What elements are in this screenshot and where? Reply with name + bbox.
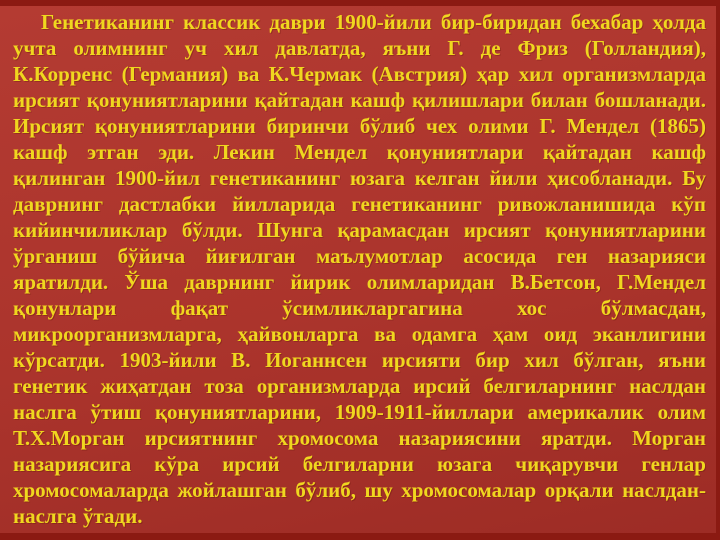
slide-paragraph: Генетиканинг классик даври 1900-йили бир-биридан бехабар ҳолда учта олимнинг уч хил давлатда, яъни Г. де Фриз (Голландия), К.Корренс (Германия) ва К.Чермак (Австрия) ҳар хил организмларда ирсият қонуниятларини қайтадан кашф қилишлари билан бошланади. Ирсият қонуниятларини биринчи бўлиб чех олими Г. Мендел (1865) кашф этган эди. Лекин Мендел қонуниятлари қайтадан кашф қилинган 1900-йил генетиканинг юзага келган йили ҳисобланади. Бу даврнинг дастлабки йилларида генетиканинг ривожланишида кўп кийинчиликлар бўлди. Шунга қарамасдан ирсият қонуниятларини ўрганиш бўйича йиғилган маълумотлар асосида ген назарияси яратилди. Ўша даврнинг йирик олимларидан В.Бетсон, Г.Мендел қонунлари фақат ўсимликларгагина хос бўлмасдан, микроорганизмларга, ҳайвонларга ва одамга ҳам оид эканлигини кўрсатди. 1903-йили В. Иоганнсен ирсияти бир хил бўлган, яъни генетик жиҳатдан тоза организмларда ирсий белгиларнинг наслдан наслга ўтиш қонуниятларини, 1909-1911-йиллари америкалик олим Т.Х.Морган ирсиятнинг хромосома назариясини яратди. Морган назариясига кўра ирсий белгиларни юзага чиқарувчи генлар хромосомаларда жойлашган бўлиб, шу хромосомалар орқали наслдан-наслга ўтади. xyxy=(13,10,706,528)
